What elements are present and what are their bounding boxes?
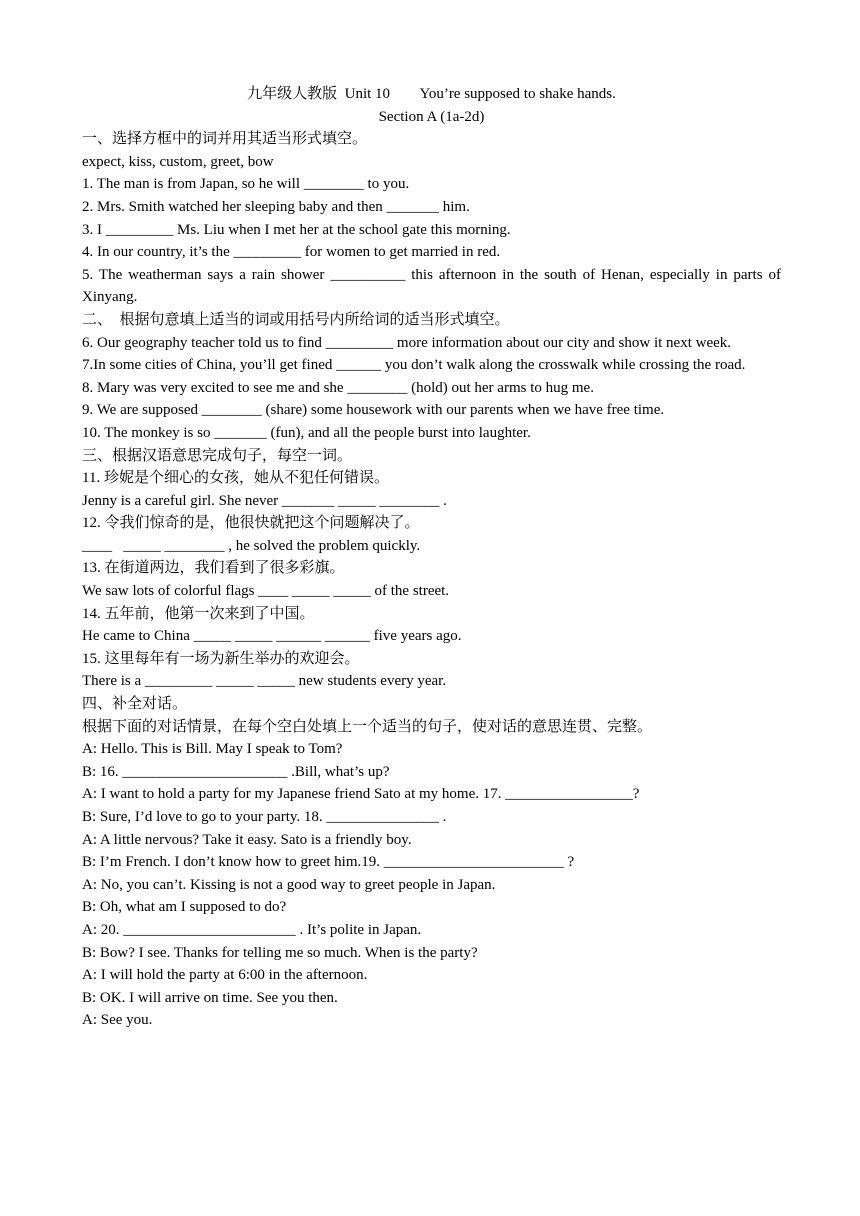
question-7: 7.In some cities of China, you’ll get fined ______ you don’t walk along the crosswalk while crossing the road. — [82, 357, 746, 374]
dialogue-line: B: 16. ______________________ .Bill, what’s up? — [82, 763, 390, 780]
section-heading: 二、 根据句意填上适当的词或用括号内所给词的适当形式填空。 — [82, 311, 510, 328]
question-8: 8. Mary was very excited to see me and she ________ (hold) out her arms to hug me. — [82, 379, 594, 396]
question-10: 10. The monkey is so _______ (fun), and all the people burst into laughter. — [82, 424, 531, 441]
question-2: 2. Mrs. Smith watched her sleeping baby and then _______ him. — [82, 198, 470, 215]
question-12-chinese: 12. 令我们惊奇的是，他很快就把这个问题解决了。 — [82, 515, 420, 532]
question-6: 6. Our geography teacher told us to find _________ more information about our city and show it next week. — [82, 334, 732, 351]
dialogue-line: A: Hello. This is Bill. May I speak to Tom? — [82, 741, 343, 758]
question-15-english: There is a _________ _____ _____ new students every year. — [82, 673, 447, 690]
part-three — [82, 445, 781, 694]
part-two — [82, 309, 781, 445]
question-1: 1. The man is from Japan, so he will ________ to you. — [82, 176, 410, 193]
section-heading: 一、选择方框中的词并用其适当形式填空。 — [82, 131, 368, 148]
dialogue-instruction: 根据下面的对话情景，在每个空白处填上一个适当的句子，使对话的意思连贯、完整。 — [82, 718, 653, 735]
part-four — [82, 693, 781, 1032]
dialogue-line: B: Bow? I see. Thanks for telling me so much. When is the party? — [82, 944, 478, 961]
dialogue-line: B: Sure, I’d love to go to your party. 18. _______________ . — [82, 809, 447, 825]
question-11-chinese: 11. 珍妮是个细心的女孩，她从不犯任何错误。 — [82, 470, 389, 487]
question-9: 9. We are supposed ________ (share) some housework with our parents when we have free time. — [82, 402, 665, 419]
question-5: 5. The weatherman says a rain shower __________ this afternoon in the south of Henan, especially in parts of Xinyang. — [82, 266, 781, 306]
question-3: 3. I _________ Ms. Liu when I met her at the school gate this morning. — [82, 221, 511, 238]
question-14-english: He came to China _____ _____ ______ ______ five years ago. — [82, 628, 462, 645]
worksheet-title: 九年级人教版 Unit 10 You’re supposed to shake hands. — [247, 86, 616, 102]
dialogue-line: A: 20. _______________________ . It’s polite in Japan. — [82, 921, 422, 938]
section-heading: 四、补全对话。 — [82, 696, 188, 713]
part-one — [82, 128, 781, 309]
question-13-chinese: 13. 在街道两边，我们看到了很多彩旗。 — [82, 560, 345, 577]
dialogue-line: B: OK. I will arrive on time. See you then. — [82, 989, 338, 1006]
question-15-chinese: 15. 这里每年有一场为新生举办的欢迎会。 — [82, 650, 360, 667]
question-4: 4. In our country, it’s the _________ for women to get married in red. — [82, 244, 501, 261]
question-11-english: Jenny is a careful girl. She never _______ _____ ________ . — [82, 492, 447, 509]
dialogue-line: A: No, you can’t. Kissing is not a good way to greet people in Japan. — [82, 876, 496, 893]
dialogue-line: B: Oh, what am I supposed to do? — [82, 899, 287, 916]
question-13-english: We saw lots of colorful flags ____ _____ _____ of the street. — [82, 583, 450, 600]
question-12-english: ____ _____ ________ , he solved the problem quickly. — [82, 537, 421, 554]
dialogue-line: A: I will hold the party at 6:00 in the afternoon. — [82, 967, 368, 984]
section-heading: 三、根据汉语意思完成句子，每空一词。 — [82, 447, 353, 464]
dialogue-line: A: See you. — [82, 1012, 153, 1029]
dialogue-line: B: I’m French. I don’t know how to greet him.19. ________________________ ? — [82, 854, 575, 871]
dialogue-line: A: A little nervous? Take it easy. Sato is a friendly boy. — [82, 831, 412, 848]
question-14-chinese: 14. 五年前，他第一次来到了中国。 — [82, 605, 315, 622]
worksheet-subtitle: Section A (1a-2d) — [378, 108, 485, 125]
word-box: expect, kiss, custom, greet, bow — [82, 153, 274, 170]
dialogue-line: A: I want to hold a party for my Japanese friend Sato at my home. 17. _________________? — [82, 786, 640, 803]
